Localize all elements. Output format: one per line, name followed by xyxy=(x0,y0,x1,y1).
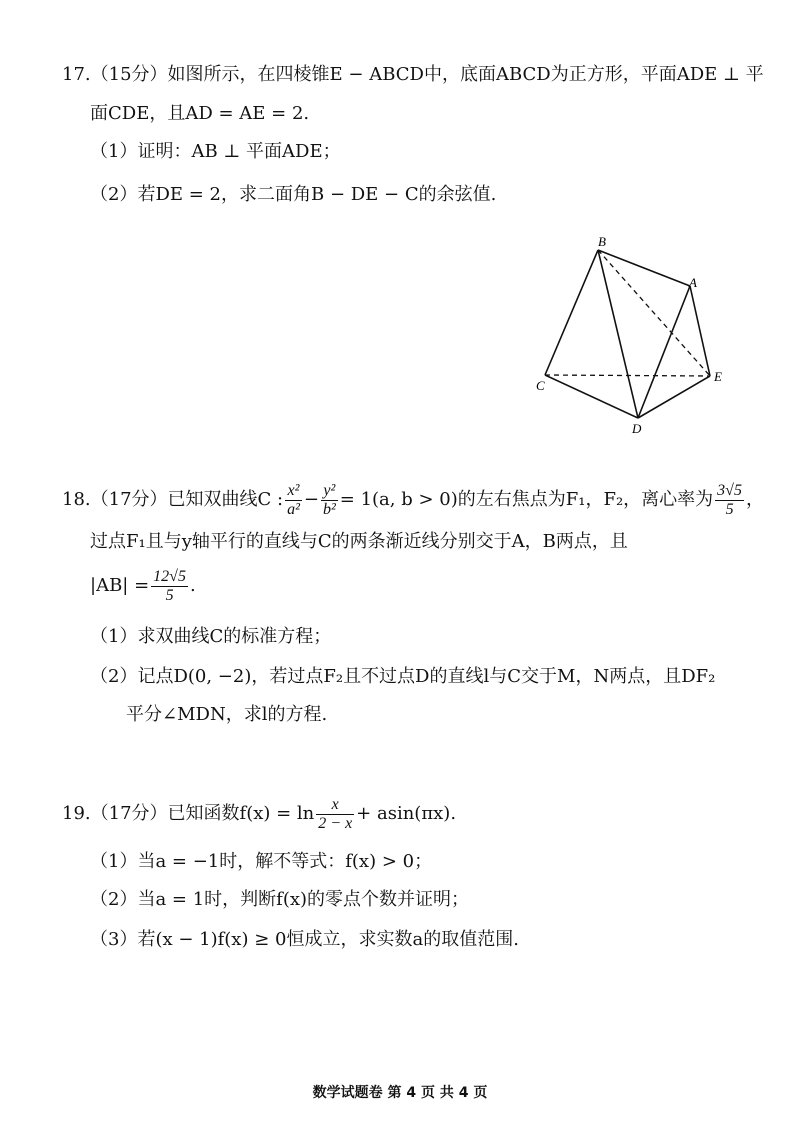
frac-y2-b2-den: b² xyxy=(322,500,336,518)
q18-ab-line xyxy=(90,566,196,606)
q17-part2: （2）若DE = 2，求二面角B − DE − C的余弦值. xyxy=(90,184,497,205)
q18-part2-line1: （2）记点D(0, −2)，若过点F₂且不过点D的直线l与C交于M，N两点，且DF₂ xyxy=(90,666,716,687)
frac-eccentricity-den: 5 xyxy=(725,500,734,518)
q18-line2: 过点F₁且与y轴平行的直线与C的两条渐近线分别交于A，B两点，且 xyxy=(90,531,628,552)
frac-x2-a2 xyxy=(285,482,302,519)
q18-line1-lead: 18.（17分）已知双曲线C : xyxy=(62,489,284,510)
edge-BD xyxy=(598,250,638,418)
q18-part1: （1）求双曲线C的标准方程； xyxy=(90,626,332,647)
edge-DE xyxy=(638,376,710,418)
q18-ab-left: |AB| = xyxy=(90,575,150,596)
frac-eccentricity xyxy=(715,482,744,519)
edge-AD xyxy=(638,286,690,418)
label-A: A xyxy=(689,275,697,290)
edge-BC xyxy=(545,250,598,375)
q17-part1: （1）证明：AB ⊥ 平面ADE； xyxy=(90,141,341,162)
q17-line1: 17.（15分）如图所示，在四棱锥E − ABCD中，底面ABCD为正方形，平面ADE ⊥ 平 xyxy=(62,64,764,85)
edge-CD xyxy=(545,375,638,418)
label-E: E xyxy=(714,369,722,384)
frac-ab-length-num: 12√5 xyxy=(153,567,186,585)
label-D: D xyxy=(632,421,642,436)
edge-BA xyxy=(598,250,690,286)
q18-ab-end: . xyxy=(189,575,196,596)
q18-part2-line2: 平分∠MDN，求l的方程. xyxy=(126,704,328,725)
label-B: B xyxy=(598,234,606,249)
frac-ln-argument xyxy=(316,796,354,833)
frac-ab-length xyxy=(151,568,188,605)
q19-line1-lead: 19.（17分）已知函数f(x) = ln xyxy=(62,803,315,824)
q19-part3: （3）若(x − 1)f(x) ≥ 0恒成立，求实数a的取值范围. xyxy=(90,929,519,950)
frac-ln-argument-num: x xyxy=(316,796,354,815)
frac-eccentricity-num: 3√5 xyxy=(717,481,742,499)
edge-AE xyxy=(690,286,710,376)
label-C: C xyxy=(536,378,545,393)
frac-x2-a2-den: a² xyxy=(287,500,300,518)
q19-line1-end: + asin(πx). xyxy=(356,803,457,824)
frac-x2-a2-num: x² xyxy=(285,482,302,501)
q18-line1 xyxy=(62,480,764,520)
q19-part2: （2）当a = 1时，判断f(x)的零点个数并证明； xyxy=(90,889,470,910)
frac-y2-b2 xyxy=(321,482,338,519)
pyramid-figure xyxy=(520,228,740,438)
q19-part1: （1）当a = −1时，解不等式：f(x) > 0； xyxy=(90,851,433,872)
q17-line2: 面CDE，且AD = AE = 2. xyxy=(90,103,310,124)
frac-ln-argument-den: 2 − x xyxy=(318,814,353,832)
page-footer: 数学试题卷 第 4 页 共 4 页 xyxy=(312,1085,488,1101)
q18-line1-mid: = 1(a, b > 0)的左右焦点为F₁，F₂，离心率为 xyxy=(339,489,714,510)
edge-CE xyxy=(545,375,710,376)
frac-ab-length-den: 5 xyxy=(165,586,174,604)
q19-line1 xyxy=(62,792,456,836)
edge-BE xyxy=(598,250,710,376)
q18-line1-end: ， xyxy=(745,489,764,510)
frac-y2-b2-num: y² xyxy=(321,482,338,501)
q18-minus: − xyxy=(303,489,319,510)
